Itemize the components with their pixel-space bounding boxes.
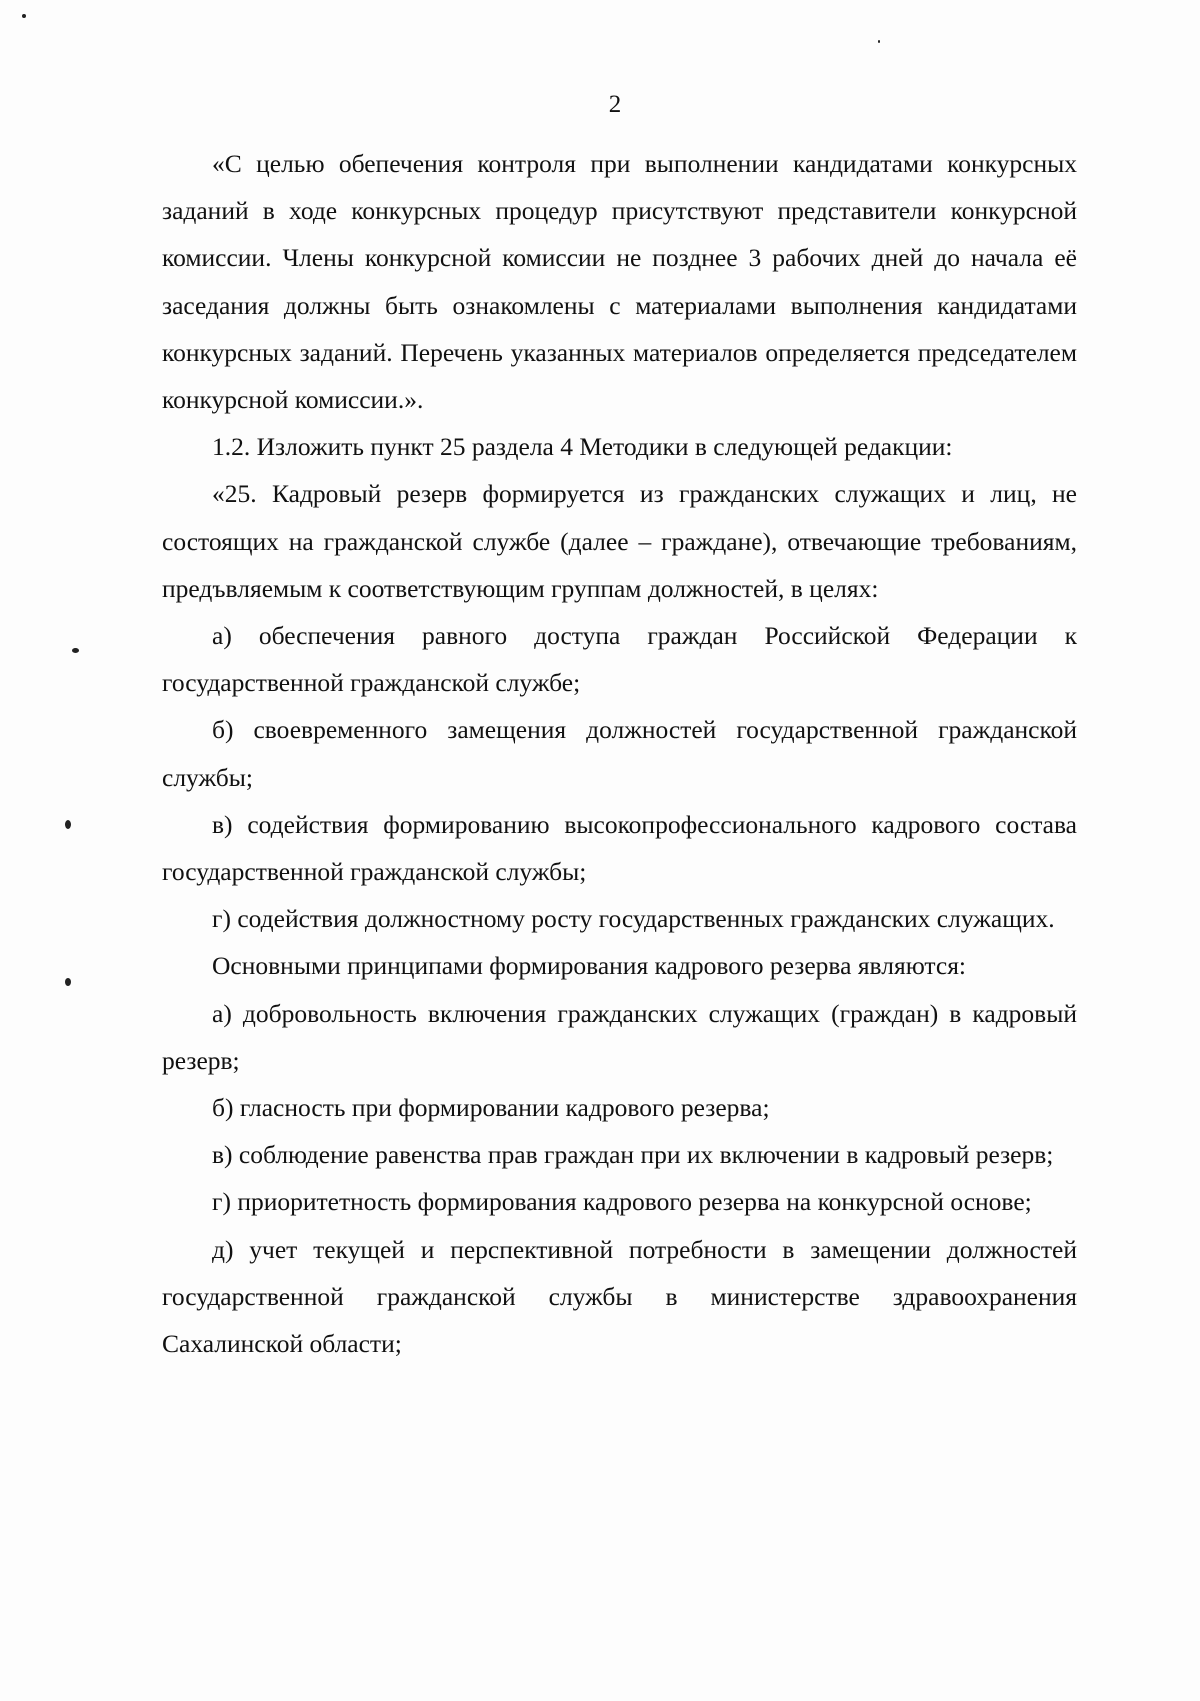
list-item-principle-g: г) приоритетность формирования кадрового резерва на конкурсной основе; (212, 1187, 1032, 1217)
scan-speck (72, 648, 79, 653)
paragraph-principles-heading: Основными принципами формирования кадрового резерва являются: (212, 951, 967, 981)
paragraph-item-1-2: 1.2. Изложить пункт 25 раздела 4 Методики в следующей редакции: (212, 432, 953, 462)
page-number: 2 (608, 91, 622, 118)
list-item-goal-v: в) содействия формированию высокопрофессионального кадрового состава государственной гражданской службы; (162, 809, 1077, 887)
paragraph-commission-control: «С целью обепечения контроля при выполнении кандидатами конкурсных заданий в ходе конкурсных процедур присутствуют представители конкурсной комиссии. Члены конкурсной комиссии не позднее 3 рабочих дней до начала её заседания должны быть ознакомлены с материалами выполнения кандидатами конкурсных заданий. Перечень указанных материалов определяется председателем конкурсной комиссии.». (162, 149, 1077, 415)
scan-speck (22, 14, 26, 18)
paragraph-item-25: «25. Кадровый резерв формируется из гражданских служащих и лиц, не состоящих на гражданской службе (далее – граждане), отвечающие требованиям, предъвляемым к соответствующим группам должностей, в целях: (162, 479, 1077, 603)
list-item-principle-a: а) добровольность включения гражданских служащих (граждан) в кадровый резерв; (162, 998, 1077, 1075)
list-item-principle-v: в) соблюдение равенства прав граждан при их включении в кадровый резерв; (212, 1140, 1054, 1170)
scan-speck (65, 820, 71, 829)
list-item-goal-a: а) обеспечения равного доступа граждан Российской Федерации к государственной гражданской службе; (162, 621, 1077, 698)
list-item-principle-b: б) гласность при формировании кадрового резерва; (212, 1093, 770, 1123)
document-body (162, 140, 1077, 1367)
list-item-principle-d: д) учет текущей и перспективной потребности в замещении должностей государственной гражданской службы в министерстве здравоохранения Сахалинской области; (162, 1234, 1077, 1359)
list-item-goal-b: б) своевременного замещения должностей государственной гражданской службы; (162, 715, 1077, 792)
scan-speck (65, 978, 71, 986)
scan-speck (878, 40, 880, 43)
list-item-goal-g: г) содействия должностному росту государственных гражданских служащих. (212, 904, 1055, 934)
